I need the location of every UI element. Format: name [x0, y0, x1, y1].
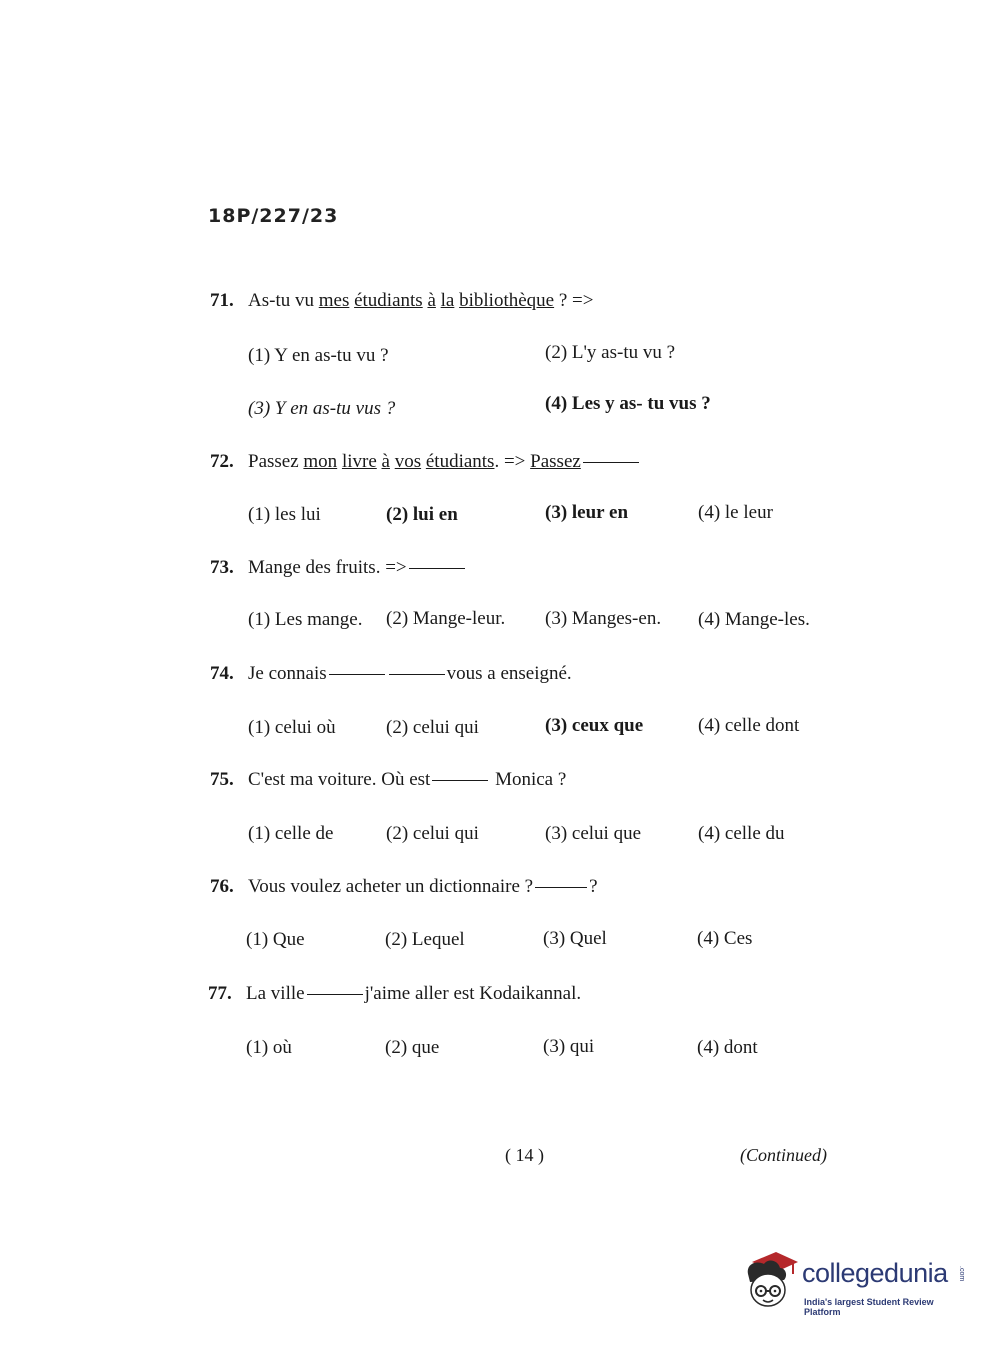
option-74-4: (4) celle dont [698, 715, 800, 736]
answer-blank [389, 674, 445, 675]
option-71-3: (3) Y en as-tu vus ? [248, 398, 396, 419]
question-73 [210, 556, 467, 580]
option-76-1: (1) Que [246, 929, 305, 950]
question-number: 77. [208, 983, 232, 1004]
logo-suffix: .com [958, 1266, 965, 1282]
answer-blank [307, 994, 363, 995]
option-72-3: (3) leur en [545, 502, 629, 523]
option-77-1: (1) où [246, 1037, 292, 1058]
option-71-4: (4) Les y as- tu vus ? [545, 393, 711, 414]
option-72-2: (2) lui en [386, 504, 458, 525]
option-74-3: (3) ceux que [545, 715, 644, 736]
continued-label: (Continued) [740, 1145, 827, 1165]
option-75-3: (3) celui que [545, 823, 642, 844]
question-76 [210, 875, 598, 899]
option-73-1: (1) Les mange. [248, 609, 363, 630]
answer-blank [409, 568, 465, 569]
question-text: Vous voulez acheter un dictionnaire ? ? [248, 876, 598, 897]
option-72-4: (4) le leur [698, 502, 773, 523]
answer-blank [535, 887, 587, 888]
answer-blank [432, 780, 488, 781]
question-text: As-tu vu mes étudiants à la bibliothèque ? => [248, 290, 594, 311]
option-71-2: (2) L'y as-tu vu ? [545, 342, 676, 363]
question-text: C'est ma voiture. Où est Monica ? [248, 769, 567, 790]
option-75-2: (2) celui qui [386, 823, 479, 844]
question-number: 74. [210, 663, 234, 684]
page-code: 18P/227/23 [208, 205, 339, 227]
question-72 [210, 450, 641, 474]
question-74 [210, 662, 572, 686]
answer-blank [329, 674, 385, 675]
question-75 [210, 768, 566, 792]
question-number: 73. [210, 557, 234, 578]
option-77-4: (4) dont [697, 1037, 758, 1058]
question-77 [208, 982, 581, 1006]
option-73-4: (4) Mange-les. [698, 609, 810, 630]
answer-blank [583, 462, 639, 463]
option-72-1: (1) les lui [248, 504, 321, 525]
option-75-4: (4) celle du [698, 823, 785, 844]
question-number: 71. [210, 290, 234, 311]
question-text: Mange des fruits. => [248, 557, 467, 578]
question-number: 72. [210, 451, 234, 472]
option-77-3: (3) qui [543, 1036, 595, 1057]
question-text: La ville j'aime aller est Kodaikannal. [246, 983, 582, 1004]
question-number: 75. [210, 769, 234, 790]
option-74-1: (1) celui où [248, 717, 336, 738]
option-76-4: (4) Ces [697, 928, 753, 949]
logo-name: collegedunia [802, 1258, 948, 1288]
mascot-icon [742, 1250, 800, 1312]
option-73-3: (3) Manges-en. [545, 608, 662, 629]
question-text: Passez mon livre à vos étudiants. => Passez [248, 451, 641, 472]
option-71-1: (1) Y en as-tu vu ? [248, 345, 389, 366]
question-71 [210, 289, 593, 313]
option-76-3: (3) Quel [543, 928, 607, 949]
page-number: ( 14 ) [505, 1145, 544, 1165]
option-77-2: (2) que [385, 1037, 440, 1058]
collegedunia-logo [742, 1250, 972, 1320]
option-75-1: (1) celle de [248, 823, 334, 844]
logo-tagline: India's largest Student Review Platform [804, 1297, 934, 1317]
question-number: 76. [210, 876, 234, 897]
option-74-2: (2) celui qui [386, 717, 479, 738]
option-73-2: (2) Mange-leur. [386, 608, 506, 629]
question-text: Je connais vous a enseigné. [248, 663, 572, 684]
option-76-2: (2) Lequel [385, 929, 465, 950]
